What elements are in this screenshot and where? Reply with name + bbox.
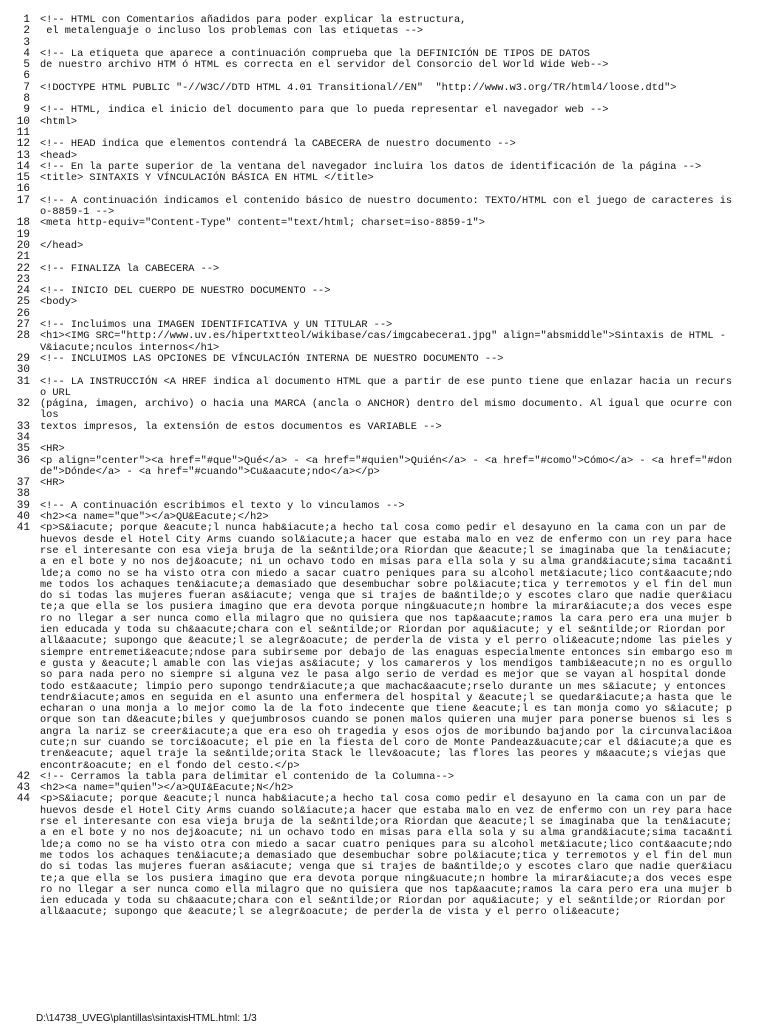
code-line xyxy=(0,173,768,184)
line-number: 34 xyxy=(16,431,30,444)
line-number: 16 xyxy=(16,183,30,196)
line-text: <HR> xyxy=(40,443,65,456)
file-path: D:\14738_UVEG\plantillas\sintaxisHTML.html: xyxy=(36,1013,240,1024)
code-line xyxy=(0,331,768,354)
line-text: <!-- La etiqueta que aparece a continuación comprueba que la DEFINICIÓN DE TIPOS DE DATOS xyxy=(40,47,590,60)
line-number: 28 xyxy=(16,330,30,343)
line-text: textos impresos, la extensión de estos documentos es VARIABLE --> xyxy=(40,420,442,433)
code-line xyxy=(0,399,768,422)
line-number: 35 xyxy=(16,443,30,456)
line-text: <p align="center"><a href="#que">Qué</a> - <a href="#quien">Quién</a> - <a href="#como">Cómo</a> - <a href="#donde">Dónde</a> - <a href="#cuando">Cu&aacute;ndo</a></p> xyxy=(40,454,733,478)
code-line xyxy=(0,26,768,37)
line-text: <!-- HEAD indica que elementos contendrá la CABECERA de nuestro documento --> xyxy=(40,138,516,151)
line-number: 5 xyxy=(23,59,30,72)
code-line xyxy=(0,230,768,241)
line-text: <!-- Incluimos una IMAGEN IDENTIFICATIVA y UN TITULAR --> xyxy=(40,319,393,332)
line-text: <p>S&iacute; porque &eacute;l nunca hab&iacute;a hecho tal cosa como pedir el desayuno en la cama con un par de huevos desde el Hotel City Arms cuando sol&iacute;a hacer que estaba malo en vez de enfermo con un rey para hacerse el interesante con esa vieja bruja de la se&ntilde;ora Riordan que &eacute;l se imaginaba que la ten&iacute;a en el bote y no nos dej&oacute; ni un ochavo todo en misas para ella sola y su alma grand&iacute;sima taca&ntilde;a como no se ha visto otra con miedo a sacar cuatro peniques para su alcohol met&iacute;lico cont&aacute;ndome todos los achaques ten&iacute;a demasiado que desembuchar sobre pol&iacute;tica y terremotos y el fin del mundo si todas las mujeres fueran as&iacute; venga que si trajes de ba&ntilde;o y escotes claro que nadie quer&iacute;a que ella se los pusiera imagino que era devota porque ning&uacute;n hombre la mirar&iacute;a dos veces espero no llegar a ser nunca como ella milagro que no quisiera que nos tap&aacute;ramos la cara pero era una mujer bien educada y toda su ch&aacute;chara con el se&ntilde;or Riordan por aqu&iacute; y el se&ntilde;or Riordan por all&aacute; supongo que &eacute;l se alegr&oacute; de perderla de vista y el perro oli&eacute;ndome las pieles y siempre entremeti&eacute;ndose para subirseme por debajo de las enaguas especialmente entonces sin embargo eso me gusta y &eacute;l amable con las viejas as&iacute; y los camareros y los mendigos tambi&eacute;n no es orgulloso para nada pero no siempre si alguna vez le pasa algo serio de verdad es mejor que se vayan al hospital donde todo est&aacute; limpio pero supongo tendr&iacute;a que machac&aacute;rselo durante un mes s&iacute; y entonces tendr&iacute;amos en seguida en el asunto una enfermera del hospital y &eacute;l se quedar&iacute;a hasta que le echaran o una monja a lo mejor como la de la foto indecente que tiene &eacute;l es tan monja como yo s&iacute; porque son tan d&eacute;biles y quejumbrosos cuando se ponen malos quieren una mujer para ponerse buenos si les sangra la nariz se creer&iacute;a que era eso oh tragedia y esos ojos de moribundo bajando por la circunvalaci&oacute;n sur cuando se torci&oacute; el pie en la fiesta del coro de Monte Pandeaz&uacute;car el d&iacute;a que estren&eacute; aquel traje la se&ntilde;orita Stack le llev&oacute; las flores las peores y m&aacute;s viejas que encontr&oacute; en el fondo del cesto.</p> xyxy=(40,522,739,772)
line-number: 30 xyxy=(16,364,30,377)
line-number: 6 xyxy=(23,70,30,83)
code-line xyxy=(0,83,768,94)
code-line xyxy=(0,252,768,263)
line-text: de nuestro archivo HTM ó HTML es correcta en el servidor del Consorcio del World Wide Web--> xyxy=(40,59,609,72)
line-text: <h1><IMG SRC="http://www.uv.es/hipertxtteol/wikibase/cas/imgcabecera1.jpg" align="absmiddle">Sintaxis de HTML - V&iacute;nculos internos</h1> xyxy=(40,330,733,354)
line-text: <body> xyxy=(40,296,78,309)
line-number: 10 xyxy=(16,115,30,128)
line-text: <h2><a name="quien"></a>QUI&Eacute;N</h2> xyxy=(40,782,294,795)
line-text: <!-- FINALIZA la CABECERA --> xyxy=(40,262,220,275)
line-number: 26 xyxy=(16,307,30,320)
line-text: <!-- Cerramos la tabla para delimitar el contenido de la Columna--> xyxy=(40,770,455,783)
line-number: 12 xyxy=(16,138,30,151)
line-number: 39 xyxy=(16,499,30,512)
code-line xyxy=(0,456,768,479)
line-number: 19 xyxy=(16,228,30,241)
code-line xyxy=(0,523,768,772)
line-text: <!-- LA INSTRUCCIÓN <A HREF indica al documento HTML que a partir de ese punto tiene que enlazar hacia un recurso URL xyxy=(40,375,733,399)
page-number: 1/3 xyxy=(242,1013,257,1024)
line-text: <!-- HTML con Comentarios añadidos para poder explicar la estructura, xyxy=(40,14,467,26)
code-line xyxy=(0,794,768,918)
line-number: 43 xyxy=(16,782,30,795)
line-text: <title> SINTAXIS Y VÍNCULACIÓN BÁSICA EN HTML </title> xyxy=(40,172,374,185)
code-line xyxy=(0,422,768,433)
source-listing xyxy=(0,15,768,919)
code-line xyxy=(0,264,768,275)
line-number: 9 xyxy=(23,104,30,117)
line-number: 23 xyxy=(16,273,30,286)
line-number: 2 xyxy=(23,25,30,38)
line-number: 25 xyxy=(16,296,30,309)
code-line xyxy=(0,433,768,444)
code-line xyxy=(0,286,768,297)
line-number: 17 xyxy=(16,194,30,207)
line-number: 7 xyxy=(23,81,30,94)
line-number: 31 xyxy=(16,375,30,388)
line-number: 44 xyxy=(16,793,30,806)
line-number: 37 xyxy=(16,477,30,490)
code-line xyxy=(0,139,768,150)
line-text: el metalenguaje o incluso los problemas con las etiquetas --> xyxy=(40,25,424,38)
line-number: 38 xyxy=(16,488,30,501)
code-line xyxy=(0,196,768,219)
line-number: 32 xyxy=(16,398,30,411)
line-number: 18 xyxy=(16,217,30,230)
code-line xyxy=(0,105,768,116)
line-number: 40 xyxy=(16,511,30,524)
code-line xyxy=(0,478,768,489)
line-number: 42 xyxy=(16,770,30,783)
line-text: <!-- INCLUIMOS LAS OPCIONES DE VÍNCULACIÓN INTERNA DE NUESTRO DOCUMENTO --> xyxy=(40,352,504,365)
line-number: 20 xyxy=(16,239,30,252)
line-text: <!-- En la parte superior de la ventana del navegador incluira los datos de identificación de la página --> xyxy=(40,160,702,173)
code-line xyxy=(0,117,768,128)
line-text: <!DOCTYPE HTML PUBLIC "-//W3C//DTD HTML 4.01 Transitional//EN" "http://www.w3.org/TR/html4/loose.dtd"> xyxy=(40,81,677,94)
line-text: <p>S&iacute; porque &eacute;l nunca hab&iacute;a hecho tal cosa como pedir el desayuno en la cama con un par de huevos desde el Hotel City Arms cuando sol&iacute;a hacer que estaba malo en vez de enfermo con un rey para hacerse el interesante con esa vieja bruja de la se&ntilde;ora Riordan que &eacute;l se imaginaba que la ten&iacute;a en el bote y no nos dej&oacute; ni un ochavo todo en misas para ella sola y su alma grand&iacute;sima taca&ntilde;a como no se ha visto otra con miedo a sacar cuatro peniques para su alcohol met&iacute;lico cont&aacute;ndome todos los achaques ten&iacute;a demasiado que desembuchar sobre pol&iacute;tica y terremotos y el fin del mundo si todas las mujeres fueran as&iacute; venga que si trajes de ba&ntilde;o y escotes claro que nadie quer&iacute;a que ella se los pusiera imagino que era devota porque ning&uacute;n hombre la mirar&iacute;a dos veces espero no llegar a ser nunca como ella milagro que no quisiera que nos tap&aacute;ramos la cara pero era una mujer bien educada y toda su ch&aacute;chara con el se&ntilde;or Riordan por aqu&iacute; y el se&ntilde;or Riordan por all&aacute; supongo que &eacute;l se alegr&oacute; de perderla de vista y el perro oli&eacute; xyxy=(40,793,733,919)
line-number: 22 xyxy=(16,262,30,275)
code-line xyxy=(0,377,768,400)
code-line xyxy=(0,60,768,71)
code-line xyxy=(0,354,768,365)
line-text: <HR> xyxy=(40,477,65,490)
line-number: 27 xyxy=(16,319,30,332)
line-number: 3 xyxy=(23,36,30,49)
line-number: 36 xyxy=(16,454,30,467)
line-text: <!-- HTML, indica el inicio del documento para que lo pueda representar el navegador web --> xyxy=(40,104,609,117)
line-text: (página, imagen, archivo) o hacia una MARCA (ancla o ANCHOR) dentro del mismo documento. Al igual que ocurre con los xyxy=(40,398,739,422)
line-number: 13 xyxy=(16,149,30,162)
line-number: 21 xyxy=(16,251,30,264)
line-number: 11 xyxy=(16,126,30,139)
line-number: 29 xyxy=(16,352,30,365)
line-number: 4 xyxy=(23,47,30,60)
line-text: <html> xyxy=(40,115,78,128)
line-number: 14 xyxy=(16,160,30,173)
page-footer xyxy=(36,1014,257,1024)
line-number: 8 xyxy=(23,93,30,106)
line-number: 24 xyxy=(16,285,30,298)
code-line xyxy=(0,365,768,376)
line-text: <!-- A continuación indicamos el contenido básico de nuestro documento: TEXTO/HTML con el juego de caracteres iso-8859-1 --> xyxy=(40,194,733,219)
line-text: </head> xyxy=(40,239,84,252)
line-text: <!-- A continuación escribimos el texto y lo vinculamos --> xyxy=(40,499,405,512)
code-line xyxy=(0,444,768,455)
code-line xyxy=(0,218,768,229)
line-text: <head> xyxy=(40,149,78,162)
line-number: 41 xyxy=(16,522,30,535)
line-number: 1 xyxy=(23,14,30,26)
code-line xyxy=(0,297,768,308)
line-number: 15 xyxy=(16,172,30,185)
line-text: <!-- INICIO DEL CUERPO DE NUESTRO DOCUMENTO --> xyxy=(40,285,331,298)
line-number: 33 xyxy=(16,420,30,433)
code-line xyxy=(0,241,768,252)
line-text: <meta http-equiv="Content-Type" content="text/html; charset=iso-8859-1"> xyxy=(40,217,485,230)
line-text: <h2><a name="que"></a>QU&Eacute;</h2> xyxy=(40,511,269,524)
